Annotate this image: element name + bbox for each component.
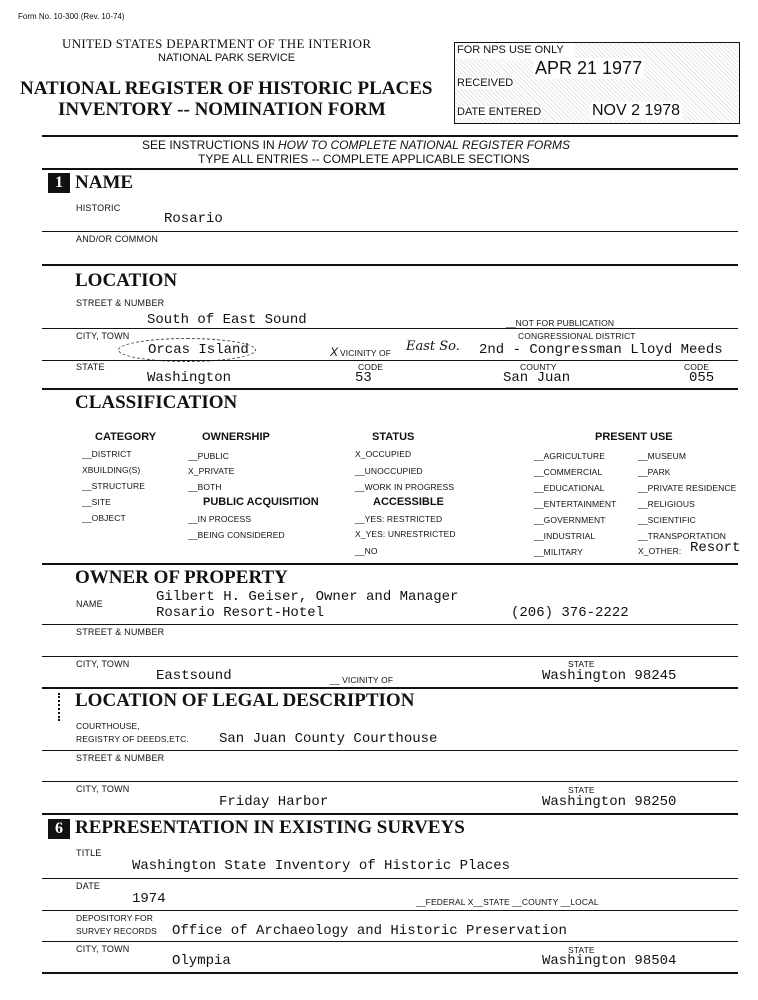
- depository-value: Office of Archaeology and Historic Preservation: [172, 923, 567, 939]
- nps-use-box: [454, 42, 740, 124]
- owner-city: Eastsound: [156, 668, 232, 684]
- owner-city-label: CITY, TOWN: [76, 659, 130, 669]
- legal-state-label: STATE: [568, 785, 595, 795]
- survey-city-label: CITY, TOWN: [76, 944, 130, 954]
- owner-vicinity: __ VICINITY OF: [330, 675, 394, 685]
- date-entered-label: DATE ENTERED: [457, 106, 542, 118]
- ownership-public: __PUBLIC: [188, 451, 229, 461]
- survey-state-label: STATE: [568, 945, 595, 955]
- instructions-line-1: SEE INSTRUCTIONS IN HOW TO COMPLETE NATIONAL REGISTER FORMS: [142, 138, 571, 152]
- ownership-both: __BOTH: [188, 482, 222, 492]
- nps-use-label: FOR NPS USE ONLY: [457, 44, 564, 56]
- ownership-private: X_PRIVATE: [188, 466, 235, 476]
- margin-mark: [58, 693, 61, 721]
- legal-city: Friday Harbor: [219, 794, 329, 810]
- accessible-heading: ACCESSIBLE: [373, 496, 444, 508]
- congressional-label: CONGRESSIONAL DISTRICT: [518, 331, 636, 341]
- use-private-residence: __PRIVATE RESIDENCE: [638, 483, 737, 493]
- divider: [42, 941, 738, 942]
- status-heading: STATUS: [372, 431, 415, 443]
- survey-title: Washington State Inventory of Historic Places: [132, 858, 511, 874]
- divider: [42, 264, 738, 266]
- use-park: __PARK: [638, 467, 671, 477]
- use-transportation: __TRANSPORTATION: [638, 531, 727, 541]
- vicinity-handwritten: East So.: [406, 339, 460, 354]
- divider: [42, 781, 738, 782]
- code-label: CODE: [358, 362, 383, 372]
- historic-value: Rosario: [164, 211, 223, 227]
- form-number: Form No. 10-300 (Rev. 10-74): [18, 12, 125, 21]
- not-for-publication: __NOT FOR PUBLICATION: [506, 318, 615, 328]
- code2-value: 055: [689, 370, 715, 386]
- state-label: STATE: [76, 362, 105, 372]
- access-restricted: __YES: RESTRICTED: [355, 514, 443, 524]
- divider: [42, 910, 738, 911]
- category-building: XBUILDING(S): [82, 465, 141, 475]
- acq-in-process: __IN PROCESS: [188, 514, 252, 524]
- vicinity-label: VICINITY OF: [340, 348, 392, 358]
- surveys-header: REPRESENTATION IN EXISTING SURVEYS: [75, 817, 465, 838]
- use-other-value: Resort: [690, 540, 741, 556]
- present-use-heading: PRESENT USE: [595, 431, 673, 443]
- divider: [42, 563, 738, 565]
- code2-label: CODE: [684, 362, 709, 372]
- status-work: __WORK IN PROGRESS: [355, 482, 455, 492]
- category-site: __SITE: [82, 497, 111, 507]
- divider: [42, 328, 738, 329]
- survey-levels: __FEDERAL X__STATE __COUNTY __LOCAL: [416, 897, 599, 907]
- acq-being-considered: __BEING CONSIDERED: [188, 530, 285, 540]
- divider: [42, 687, 738, 689]
- survey-city: Olympia: [172, 953, 231, 969]
- legal-city-label: CITY, TOWN: [76, 784, 130, 794]
- courthouse-label-2: REGISTRY OF DEEDS,ETC.: [76, 734, 189, 744]
- acquisition-heading: PUBLIC ACQUISITION: [203, 496, 319, 508]
- divider: [42, 360, 738, 361]
- owner-header: OWNER OF PROPERTY: [75, 567, 288, 588]
- depository-label-2: SURVEY RECORDS: [76, 926, 157, 936]
- city-value: Orcas Island: [148, 342, 249, 358]
- depository-label-1: DEPOSITORY FOR: [76, 913, 153, 923]
- divider: [42, 388, 738, 390]
- use-industrial: __INDUSTRIAL: [534, 531, 596, 541]
- owner-phone: (206) 376-2222: [511, 605, 629, 621]
- survey-state: Washington 98504: [542, 953, 677, 969]
- status-unoccupied: __UNOCCUPIED: [355, 466, 423, 476]
- courthouse-value: San Juan County Courthouse: [219, 731, 438, 747]
- use-museum: __MUSEUM: [638, 451, 687, 461]
- section-number-6: 6: [48, 819, 70, 839]
- park-service: NATIONAL PARK SERVICE: [158, 52, 296, 64]
- use-religious: __RELIGIOUS: [638, 499, 695, 509]
- access-unrestricted: X_YES: UNRESTRICTED: [355, 529, 456, 539]
- legal-street-label: STREET & NUMBER: [76, 753, 165, 763]
- common-label: AND/OR COMMON: [76, 234, 159, 244]
- use-scientific: __SCIENTIFIC: [638, 515, 696, 525]
- date-entered: NOV 2 1978: [592, 102, 681, 119]
- survey-date-label: DATE: [76, 881, 101, 891]
- street-value: South of East Sound: [147, 312, 307, 328]
- survey-title-label: TITLE: [76, 848, 102, 858]
- use-commercial: __COMMERCIAL: [534, 467, 603, 477]
- location-header: LOCATION: [75, 270, 178, 291]
- courthouse-label-1: COURTHOUSE,: [76, 721, 140, 731]
- received-label: RECEIVED: [457, 77, 514, 89]
- instructions-line-2: TYPE ALL ENTRIES -- COMPLETE APPLICABLE SECTIONS: [198, 152, 530, 166]
- street-label: STREET & NUMBER: [76, 298, 165, 308]
- owner-name-2: Rosario Resort-Hotel: [156, 605, 325, 621]
- department: UNITED STATES DEPARTMENT OF THE INTERIOR: [62, 36, 372, 51]
- congressional-value: 2nd - Congressman Lloyd Meeds: [479, 342, 723, 358]
- form-title-2: INVENTORY -- NOMINATION FORM: [58, 99, 386, 120]
- survey-date: 1974: [132, 891, 166, 907]
- category-object: __OBJECT: [82, 513, 126, 523]
- status-occupied: X_OCCUPIED: [355, 449, 412, 459]
- divider: [42, 813, 738, 815]
- category-heading: CATEGORY: [95, 431, 157, 443]
- owner-name-label: NAME: [76, 599, 103, 609]
- owner-state-label: STATE: [568, 659, 595, 669]
- ownership-heading: OWNERSHIP: [202, 431, 270, 443]
- divider: [42, 135, 738, 137]
- name-header: NAME: [75, 172, 134, 193]
- divider: [42, 972, 738, 974]
- vicinity-mark: X: [330, 345, 339, 359]
- received-date: APR 21 1977: [535, 58, 643, 78]
- divider: [42, 231, 738, 232]
- use-agriculture: __AGRICULTURE: [534, 451, 606, 461]
- use-government: __GOVERNMENT: [534, 515, 606, 525]
- divider: [42, 878, 738, 879]
- divider: [42, 168, 738, 170]
- use-entertainment: __ENTERTAINMENT: [534, 499, 617, 509]
- county-value: San Juan: [503, 370, 571, 386]
- category-district: __DISTRICT: [82, 449, 132, 459]
- state-value: Washington: [147, 370, 232, 386]
- county-label: COUNTY: [520, 362, 557, 372]
- classification-header: CLASSIFICATION: [75, 392, 238, 413]
- city-label: CITY, TOWN: [76, 331, 130, 341]
- owner-state: Washington 98245: [542, 668, 677, 684]
- form-title-1: NATIONAL REGISTER OF HISTORIC PLACES: [20, 78, 433, 99]
- legal-header: LOCATION OF LEGAL DESCRIPTION: [75, 690, 415, 711]
- divider: [42, 750, 738, 751]
- code-value: 53: [355, 370, 372, 386]
- use-educational: __EDUCATIONAL: [534, 483, 605, 493]
- section-number-1: 1: [48, 173, 70, 193]
- divider: [42, 624, 738, 625]
- divider: [42, 656, 738, 657]
- legal-state: Washington 98250: [542, 794, 677, 810]
- access-no: __NO: [355, 546, 378, 556]
- owner-street-label: STREET & NUMBER: [76, 627, 165, 637]
- historic-label: HISTORIC: [76, 203, 121, 213]
- use-other-label: X_OTHER:: [638, 546, 682, 556]
- category-structure: __STRUCTURE: [82, 481, 145, 491]
- owner-name-1: Gilbert H. Geiser, Owner and Manager: [156, 589, 459, 605]
- use-military: __MILITARY: [534, 547, 583, 557]
